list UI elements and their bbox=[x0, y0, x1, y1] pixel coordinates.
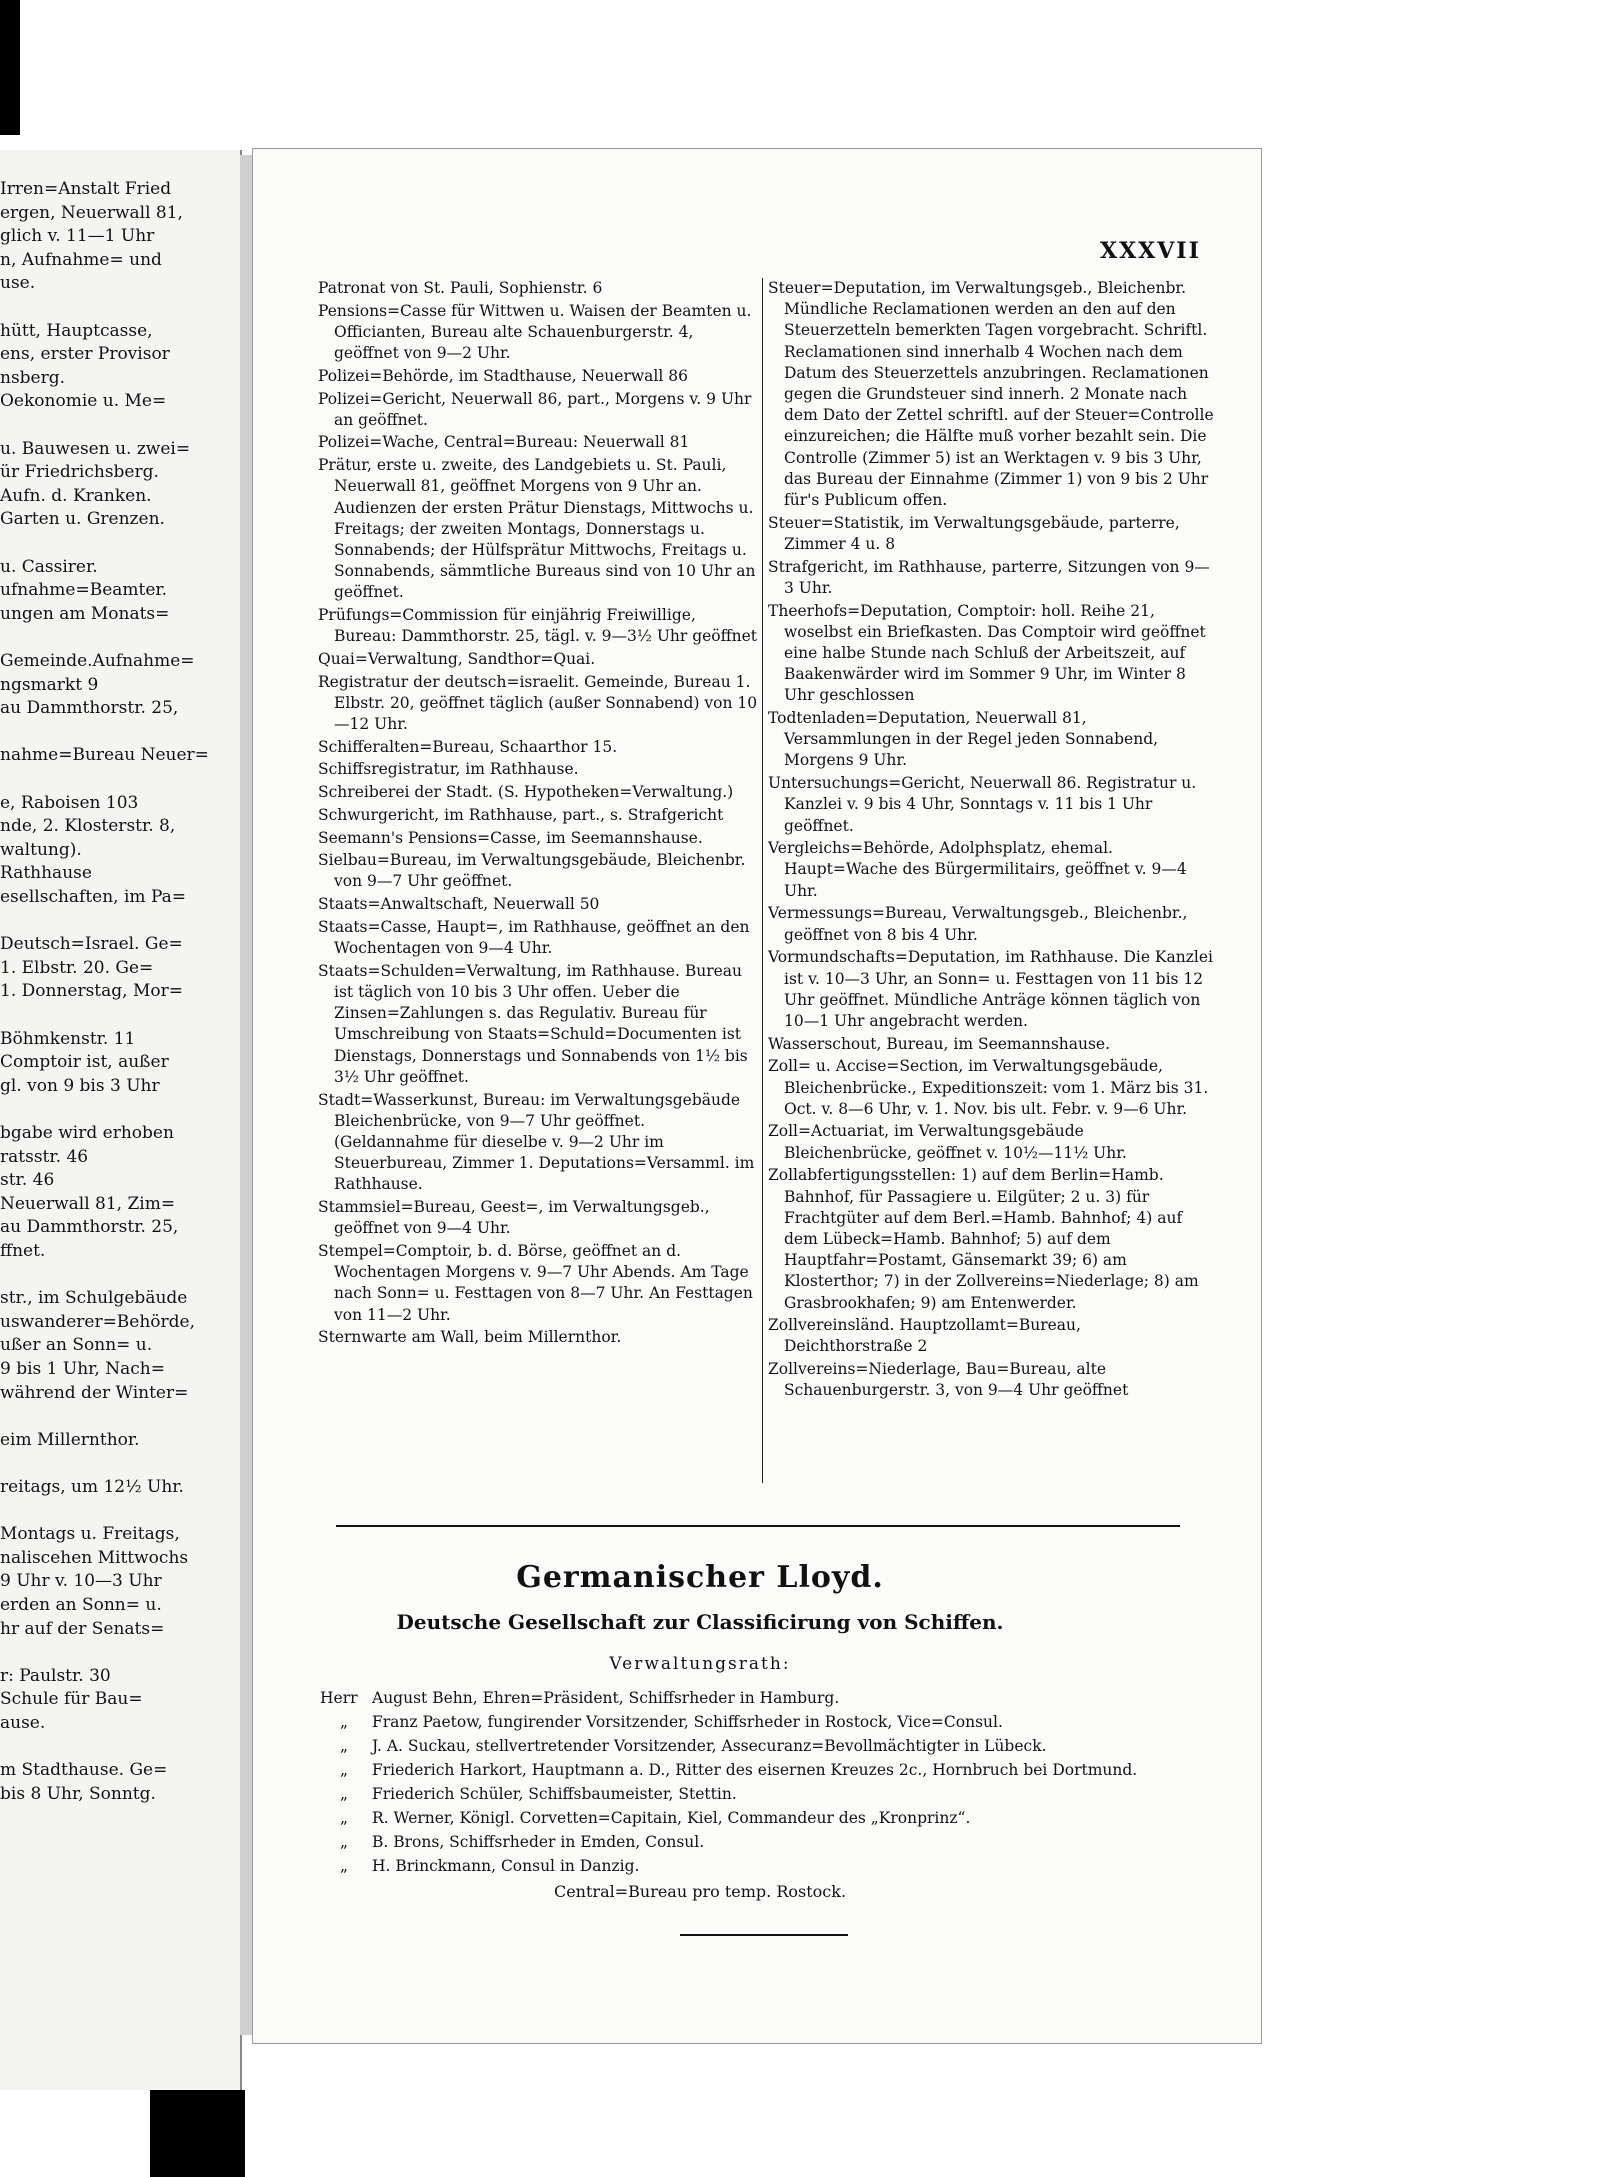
directory-entry: Zoll= u. Accise=Section, im Verwaltungsgebäude, Bleichenbrücke., Expeditionszeit: vom 1. März bis 31. Oct. v. 8—6 Uhr, v. 1. Nov. bis ult. Febr. v. 9—6 Uhr. bbox=[768, 1057, 1209, 1118]
facing-page-line: Böhmkenstr. 11 bbox=[0, 1028, 136, 1049]
scan-edge-bar-bottom bbox=[150, 2090, 245, 2177]
honorific-prefix: Herr bbox=[320, 1689, 358, 1707]
facing-page-line: 9 bis 1 Uhr, Nach= bbox=[0, 1359, 165, 1379]
facing-page-line: glich v. 11—1 Uhr bbox=[0, 226, 155, 247]
directory-entry: Schifferalten=Bureau, Schaarthor 15. bbox=[318, 737, 618, 756]
member-text: J. A. Suckau, stellvertretender Vorsitzender, Assecuranz=Bevollmächtigter in Lübeck. bbox=[372, 1737, 1047, 1755]
directory-entry: Untersuchungs=Gericht, Neuerwall 86. Registratur u. Kanzlei v. 9 bis 4 Uhr, Sonntags v. 11 bis 1 Uhr geöffnet. bbox=[768, 774, 1197, 835]
facing-page-line: Deutsch=Israel. Ge= bbox=[0, 934, 183, 955]
facing-page-line: erden an Sonn= u. bbox=[0, 1595, 162, 1615]
facing-page-line: r: Paulstr. 30 bbox=[0, 1665, 111, 1686]
facing-page-line: Neuerwall 81, Zim= bbox=[0, 1193, 176, 1214]
facing-page-line: Aufn. d. Kranken. bbox=[0, 485, 152, 506]
directory-entry: Staats=Anwaltschaft, Neuerwall 50 bbox=[318, 895, 600, 914]
directory-entry: Prätur, erste u. zweite, des Landgebiets u. St. Pauli, Neuerwall 81, geöffnet Morgens von 9 Uhr an. Audienzen der ersten Prätur Dienstags, Mittwochs u. Freitags; der zweiten Montags, Donnerstags u. Sonnabends; der Hülfsprätur Mittwochs, Freitags u. Sonnabends, sämmtliche Bureaus sind von 10 Uhr an geöffnet. bbox=[318, 456, 756, 602]
board-member bbox=[320, 1734, 1220, 1758]
facing-page-line: ergen, Neuerwall 81, bbox=[0, 202, 183, 223]
facing-page-line: Oekonomie u. Me= bbox=[0, 391, 167, 412]
facing-page-line: u. Bauwesen u. zwei= bbox=[0, 438, 191, 459]
directory-entry: Seemann's Pensions=Casse, im Seemannshause. bbox=[318, 828, 703, 847]
left-column bbox=[318, 278, 758, 1350]
closing-rule bbox=[680, 1934, 848, 1936]
directory-entry: Zollvereins=Niederlage, Bau=Bureau, alte Schauenburgerstr. 3, von 9—4 Uhr geöffnet bbox=[768, 1360, 1129, 1400]
facing-page-line: reitags, um 12½ Uhr. bbox=[0, 1477, 184, 1497]
facing-page-line: str., im Schulgebäude bbox=[0, 1288, 188, 1309]
facing-page-line: 9 Uhr v. 10—3 Uhr bbox=[0, 1571, 162, 1592]
facing-page-line: ußer an Sonn= u. bbox=[0, 1335, 153, 1356]
directory-entry: Stammsiel=Bureau, Geest=, im Verwaltungsgeb., geöffnet von 9—4 Uhr. bbox=[318, 1198, 710, 1238]
facing-page-line: Comptoir ist, außer bbox=[0, 1052, 169, 1073]
facing-page-line: e, Raboisen 103 bbox=[0, 792, 139, 813]
directory-entry: Pensions=Casse für Wittwen u. Waisen der Beamten u. Officianten, Bureau alte Schauenburgerstr. 4, geöffnet von 9—2 Uhr. bbox=[318, 301, 752, 363]
facing-page-line: nde, 2. Klosterstr. 8, bbox=[0, 816, 176, 837]
page-number: XXXVII bbox=[1100, 238, 1201, 264]
board-member bbox=[320, 1806, 1220, 1830]
directory-entry: Strafgericht, im Rathhause, parterre, Sitzungen von 9—3 Uhr. bbox=[768, 557, 1210, 597]
directory-entry: Staats=Casse, Haupt=, im Rathhause, geöffnet an den Wochentagen von 9—4 Uhr. bbox=[318, 917, 750, 958]
board-member bbox=[320, 1830, 1220, 1854]
board-member bbox=[320, 1710, 1220, 1734]
facing-page-line: während der Winter= bbox=[0, 1382, 189, 1403]
section-divider bbox=[336, 1525, 1180, 1527]
facing-page-line: m Stadthause. Ge= bbox=[0, 1760, 168, 1781]
column-divider bbox=[762, 278, 763, 1483]
board-heading: Verwaltungsrath: bbox=[609, 1654, 791, 1674]
directory-entry: Stempel=Comptoir, b. d. Börse, geöffnet an d. Wochentagen Morgens v. 9—7 Uhr Abends. Am Tage nach Sonn= u. Festtagen von 8—7 Uhr. An Festtagen von 11—2 Uhr. bbox=[318, 1241, 753, 1324]
directory-entry: Zollvereinsländ. Hauptzollamt=Bureau, Deichthorstraße 2 bbox=[768, 1316, 1081, 1356]
facing-page-line: Schule für Bau= bbox=[0, 1689, 143, 1710]
directory-entry: Sternwarte am Wall, beim Millernthor. bbox=[318, 1328, 622, 1347]
member-text: R. Werner, Königl. Corvetten=Capitain, Kiel, Commandeur des „Kronprinz“. bbox=[372, 1809, 971, 1827]
facing-page-line: hütt, Hauptcasse, bbox=[0, 320, 153, 341]
facing-page-line: Montags u. Freitags, bbox=[0, 1524, 180, 1545]
ditto-mark: „ bbox=[340, 1761, 349, 1779]
facing-page-line: ratsstr. 46 bbox=[0, 1146, 89, 1167]
facing-page-line: naliscehen Mittwochs bbox=[0, 1547, 189, 1568]
lloyd-subtitle: Deutsche Gesellschaft zur Classificirung von Schiffen. bbox=[396, 1610, 1004, 1634]
facing-page-line: bgabe wird erhoben bbox=[0, 1123, 174, 1143]
facing-page-line: u. Cassirer. bbox=[0, 556, 98, 577]
directory-entry: Schreiberei der Stadt. (S. Hypotheken=Verwaltung.) bbox=[318, 783, 734, 802]
facing-page-line: eim Millernthor. bbox=[0, 1429, 140, 1450]
directory-entry: Steuer=Deputation, im Verwaltungsgeb., Bleichenbr. Mündliche Reclamationen werden an den auf den Steuerzetteln bemerkten Tagen vorgebracht. Schriftl. Reclamationen sind innerhalb 4 Wochen nach dem Datum des Steuerzettels anzubringen. Reclamationen gegen die Grundsteuer sind innerh. 2 Monate nach dem Dato der Zettel schriftl. auf der Steuer=Controlle einzureichen; die Hälfte muß vorher bezahlt sein. Die Controlle (Zimmer 5) ist an Werktagen v. 9 bis 3 Uhr, das Bureau der Einnahme (Zimmer 1) von 9 bis 2 Uhr für's Publicum offen. bbox=[768, 279, 1214, 510]
directory-entry: Prüfungs=Commission für einjährig Freiwillige, Bureau: Dammthorstr. 25, tägl. v. 9—3½ Uhr geöffnet bbox=[318, 606, 758, 646]
directory-entry: Stadt=Wasserkunst, Bureau: im Verwaltungsgebäude Bleichenbrücke, von 9—7 Uhr geöffnet. (Geldannahme für dieselbe v. 9—2 Uhr im Steuerbureau, Zimmer 1. Deputations=Versamml. im Rathhause. bbox=[318, 1090, 755, 1194]
facing-page-line: use. bbox=[0, 273, 36, 294]
directory-entry: Vermessungs=Bureau, Verwaltungsgeb., Bleichenbr., geöffnet von 8 bis 4 Uhr. bbox=[768, 904, 1188, 944]
facing-page-line: str. 46 bbox=[0, 1170, 55, 1191]
directory-entry: Vergleichs=Behörde, Adolphsplatz, ehemal. Haupt=Wache des Bürgermilitairs, geöffnet v. 9—4 Uhr. bbox=[768, 839, 1187, 900]
board-member bbox=[320, 1782, 1220, 1806]
directory-entry: Wasserschout, Bureau, im Seemannshause. bbox=[768, 1034, 1111, 1053]
book-spine bbox=[240, 155, 252, 2035]
directory-entry: Polizei=Wache, Central=Bureau: Neuerwall 81 bbox=[318, 433, 690, 452]
member-text: Friederich Schüler, Schiffsbaumeister, Stettin. bbox=[372, 1785, 737, 1803]
facing-page-line: nsberg. bbox=[0, 367, 66, 388]
facing-page-fragment bbox=[0, 150, 242, 2090]
facing-page-line: au Dammthorstr. 25, bbox=[0, 1217, 179, 1238]
facing-page-line: ens, erster Provisor bbox=[0, 344, 170, 365]
board-members-list bbox=[320, 1686, 1220, 1878]
facing-page-line: ause. bbox=[0, 1713, 46, 1733]
facing-page-line: waltung). bbox=[0, 839, 82, 860]
facing-page-line: ffnet. bbox=[0, 1241, 46, 1261]
directory-entry: Zollabfertigungsstellen: 1) auf dem Berlin=Hamb. Bahnhof, für Passagiere u. Eilgüter; 2 u. 3) für Frachtgüter auf dem Berl.=Hamb. Bahnhof; 4) auf dem Lübeck=Hamb. Bahnhof; 5) auf dem Hauptfahr=Postamt, Gänsemarkt 39; 6) am Klosterthor; 7) in der Zollvereins=Niederlage; 8) am Grasbrookhafen; 9) am Entenwerder. bbox=[768, 1166, 1199, 1312]
scan-edge-bar-top bbox=[0, 0, 20, 135]
facing-page-line: Gemeinde.Aufnahme= bbox=[0, 651, 195, 671]
directory-entry: Theerhofs=Deputation, Comptoir: holl. Reihe 21, woselbst ein Briefkasten. Das Comptoir wird geöffnet eine halbe Stunde nach Schluß der Arbeitszeit, auf Baakenwärder wird im Sommer 9 Uhr, im Winter 8 Uhr geschlossen bbox=[768, 601, 1206, 705]
facing-page-line: uswanderer=Behörde, bbox=[0, 1311, 196, 1332]
facing-page-line: Irren=Anstalt Fried bbox=[0, 179, 172, 199]
facing-page-line: ungen am Monats= bbox=[0, 603, 170, 624]
directory-entry: Polizei=Gericht, Neuerwall 86, part., Morgens v. 9 Uhr an geöffnet. bbox=[318, 389, 752, 429]
ditto-mark: „ bbox=[340, 1737, 349, 1755]
lloyd-title: Germanischer Lloyd. bbox=[516, 1560, 884, 1595]
member-text: B. Brons, Schiffsrheder in Emden, Consul. bbox=[372, 1833, 705, 1851]
ditto-mark: „ bbox=[340, 1785, 349, 1803]
directory-entry: Vormundschafts=Deputation, im Rathhause. Die Kanzlei ist v. 10—3 Uhr, an Sonn= u. Festtagen von 11 bis 12 Uhr geöffnet. Mündliche Anträge können täglich von 10—1 Uhr angebracht werden. bbox=[768, 948, 1213, 1030]
directory-entry: Staats=Schulden=Verwaltung, im Rathhause. Bureau ist täglich von 10 bis 3 Uhr offen. Ueber die Zinsen=Zahlungen s. das Regulativ. Bureau für Umschreibung von Staats=Schuld=Documenten ist Dienstags, Donnerstags und Sonnabends von 1½ bis 3½ Uhr geöffnet. bbox=[318, 961, 748, 1086]
facing-page-line: esellschaften, im Pa= bbox=[0, 887, 187, 907]
directory-entry: Quai=Verwaltung, Sandthor=Quai. bbox=[318, 649, 596, 668]
member-text: Friederich Harkort, Hauptmann a. D., Ritter des eisernen Kreuzes 2c., Hornbruch bei Dortmund. bbox=[372, 1761, 1138, 1779]
directory-entry: Zoll=Actuariat, im Verwaltungsgebäude Bleichenbrücke, geöffnet v. 10½—11½ Uhr. bbox=[768, 1122, 1127, 1162]
directory-entry: Polizei=Behörde, im Stadthause, Neuerwall 86 bbox=[318, 366, 688, 385]
board-member bbox=[320, 1686, 1220, 1710]
facing-page-line: Garten u. Grenzen. bbox=[0, 509, 165, 530]
board-member bbox=[320, 1854, 1220, 1878]
facing-page-line: 1. Donnerstag, Mor= bbox=[0, 981, 183, 1002]
board-member bbox=[320, 1758, 1220, 1782]
facing-page-line: gl. von 9 bis 3 Uhr bbox=[0, 1075, 160, 1096]
facing-page-line: nahme=Bureau Neuer= bbox=[0, 745, 209, 766]
directory-entry: Schwurgericht, im Rathhause, part., s. Strafgericht bbox=[318, 805, 724, 824]
ditto-mark: „ bbox=[340, 1833, 349, 1851]
member-text: H. Brinckmann, Consul in Danzig. bbox=[372, 1857, 640, 1875]
member-text: Franz Paetow, fungirender Vorsitzender, Schiffsrheder in Rostock, Vice=Consul. bbox=[372, 1713, 1003, 1731]
directory-entry: Steuer=Statistik, im Verwaltungsgebäude, parterre, Zimmer 4 u. 8 bbox=[768, 513, 1180, 553]
facing-page-line: au Dammthorstr. 25, bbox=[0, 698, 179, 719]
directory-entry: Todtenladen=Deputation, Neuerwall 81, Versammlungen in der Regel jeden Sonnabend, Morgens 9 Uhr. bbox=[768, 709, 1159, 770]
ditto-mark: „ bbox=[340, 1857, 349, 1875]
facing-page-line: bis 8 Uhr, Sonntg. bbox=[0, 1783, 156, 1804]
facing-page-line: ngsmarkt 9 bbox=[0, 674, 99, 695]
ditto-mark: „ bbox=[340, 1713, 349, 1731]
directory-entry: Patronat von St. Pauli, Sophienstr. 6 bbox=[318, 279, 603, 297]
directory-entry: Schiffsregistratur, im Rathhause. bbox=[318, 760, 579, 779]
facing-page-line: 1. Elbstr. 20. Ge= bbox=[0, 957, 154, 978]
member-text: August Behn, Ehren=Präsident, Schiffsrheder in Hamburg. bbox=[372, 1689, 840, 1707]
directory-entry: Registratur der deutsch=israelit. Gemeinde, Bureau 1. Elbstr. 20, geöffnet täglich (außer Sonnabend) von 10—12 Uhr. bbox=[318, 672, 758, 734]
facing-page-line: n, Aufnahme= und bbox=[0, 249, 162, 270]
directory-entry: Sielbau=Bureau, im Verwaltungsgebäude, Bleichenbr. von 9—7 Uhr geöffnet. bbox=[318, 851, 746, 891]
right-column bbox=[768, 278, 1214, 1403]
facing-page-line: hr auf der Senats= bbox=[0, 1618, 165, 1639]
facing-page-line: ufnahme=Beamter. bbox=[0, 580, 168, 601]
facing-page-line: Rathhause bbox=[0, 863, 92, 884]
central-bureau: Central=Bureau pro temp. Rostock. bbox=[553, 1882, 847, 1901]
ditto-mark: „ bbox=[340, 1809, 349, 1827]
facing-page-line: ür Friedrichsberg. bbox=[0, 462, 159, 483]
